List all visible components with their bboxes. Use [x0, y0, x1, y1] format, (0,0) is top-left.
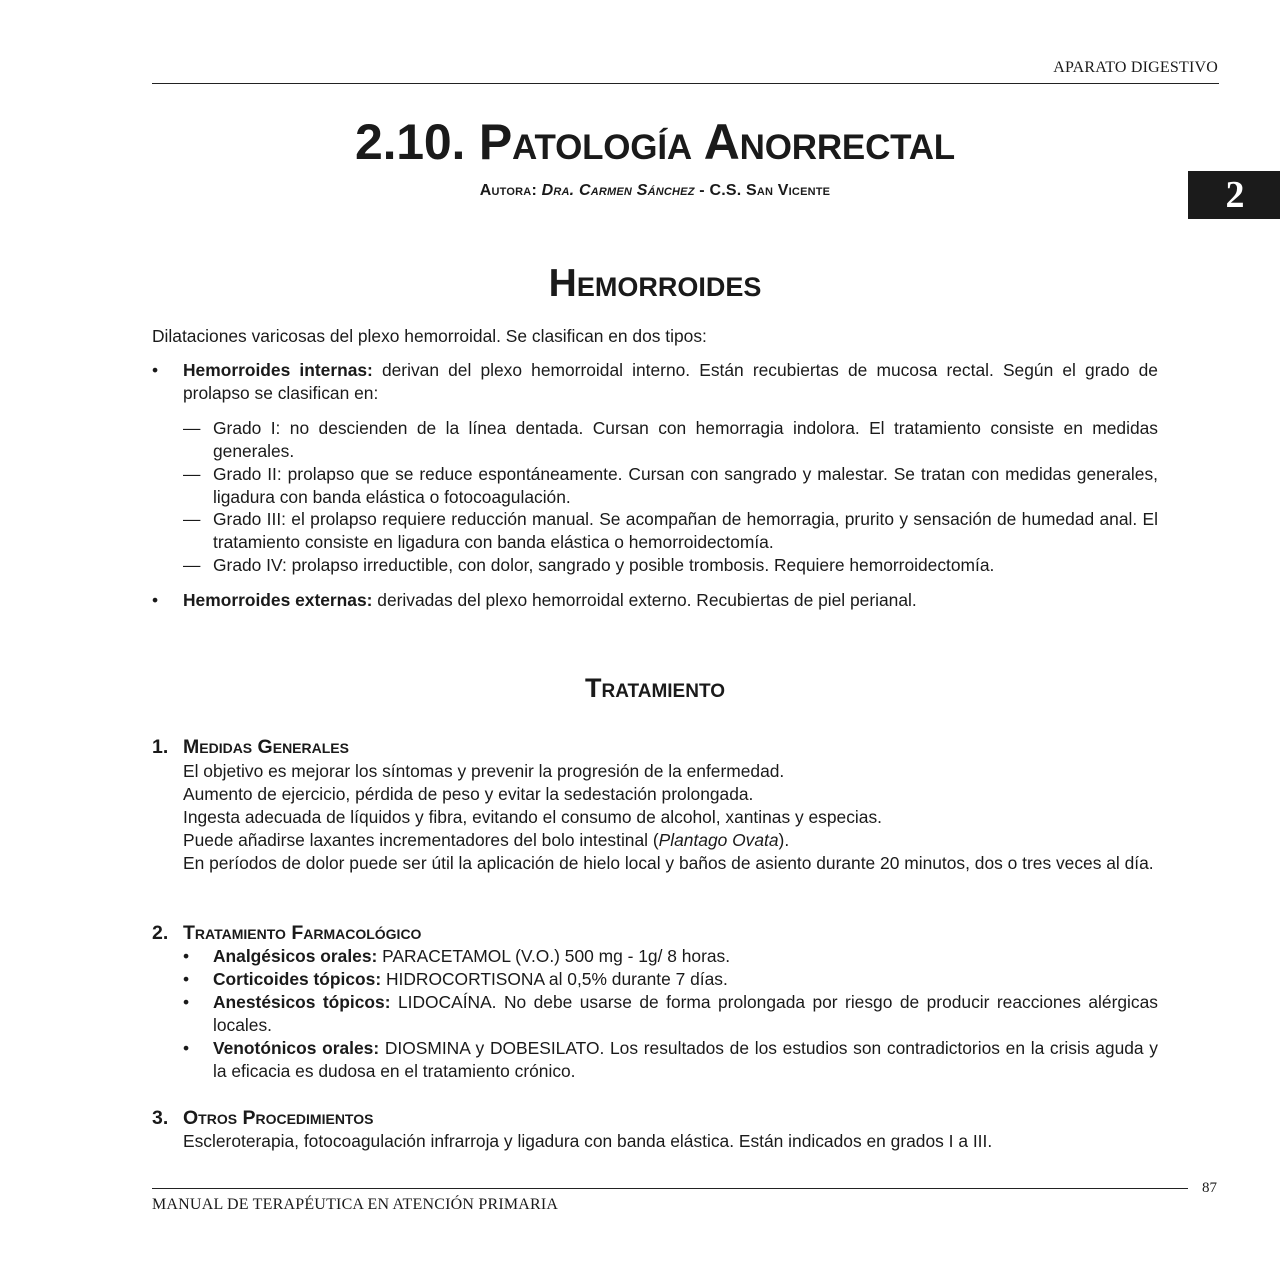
author-name: Dra. Carmen Sánchez — [541, 182, 695, 199]
bullet-marker: • — [183, 969, 190, 989]
farmaco-text: DIOSMINA y DOBESILATO. Los resultados de los estudios son contradictorios en la crisis aguda y la eficacia es dudosa en el tratamiento crónico. — [213, 1038, 1158, 1081]
farmaco-text: HIDROCORTISONA al 0,5% durante 7 días. — [381, 969, 728, 989]
laxantes-after: ). — [778, 830, 790, 850]
author-line — [0, 182, 1280, 200]
internas-text: derivan del plexo hemorroidal interno. Están recubiertas de mucosa rectal. Según el grado de prolapso se clasifican en: — [183, 360, 1158, 403]
section-body-otros: Escleroterapia, fotocoagulación infrarroja y ligadura con banda elástica. Están indicados en grados I a III. — [183, 1131, 993, 1151]
externas-text: derivadas del plexo hemorroidal externo. Recubiertas de piel perianal. — [372, 590, 917, 610]
dash-marker: — — [183, 509, 201, 529]
medidas-line: En períodos de dolor puede ser útil la aplicación de hielo local y baños de asiento durante 20 minutos, dos o tres veces al día. — [183, 853, 1154, 873]
farmaco-text: PARACETAMOL (V.O.) 500 mg - 1g/ 8 horas. — [377, 946, 731, 966]
farmaco-label: Venotónicos orales: — [213, 1038, 380, 1058]
list-item-internas — [183, 359, 1158, 405]
bullet-marker: • — [183, 992, 190, 1012]
intro-paragraph: Dilataciones varicosas del plexo hemorroidal. Se clasifican en dos tipos: — [152, 326, 707, 346]
laxantes-before: Puede añadirse laxantes incrementadores del bolo intestinal ( — [183, 830, 659, 850]
farmaco-label: Anestésicos tópicos: — [213, 992, 391, 1012]
farmaco-text: LIDOCAÍNA. No debe usarse de forma prolongada por riesgo de producir reacciones alérgicas locales. — [213, 992, 1158, 1035]
title-block — [0, 110, 1280, 200]
top-rule — [152, 83, 1219, 84]
section-number: 2. — [152, 922, 169, 944]
grado-item: Grado II: prolapso que se reduce espontáneamente. Cursan con sangrado y malestar. Se tratan con medidas generales, ligadura con banda elástica o fotocoagulación. — [213, 464, 1158, 507]
running-head: APARATO DIGESTIVO — [1053, 59, 1218, 76]
farmaco-item — [213, 991, 1158, 1037]
externas-label: Hemorroides externas: — [183, 590, 373, 610]
heading-hemorroides: Hemorroides — [548, 262, 762, 305]
section-body-medidas — [183, 760, 1158, 875]
medidas-line: Aumento de ejercicio, pérdida de peso y evitar la sedestación prolongada. — [183, 784, 754, 804]
bullet-marker: • — [183, 1038, 190, 1058]
grado-item: Grado I: no descienden de la línea dentada. Cursan con hemorragia indolora. El tratamiento consiste en medidas generales. — [213, 418, 1158, 461]
heading-tratamiento: Tratamiento — [585, 673, 725, 703]
section-title-farmacologico: Tratamiento Farmacológico — [183, 922, 422, 944]
bullet-marker: • — [152, 590, 159, 610]
section-title-otros: Otros Procedimientos — [183, 1107, 374, 1129]
page-number: 87 — [1202, 1180, 1217, 1196]
bullet-marker: • — [152, 360, 159, 380]
section-title-medidas: Medidas Generales — [183, 736, 349, 758]
author-center: - C.S. San Vicente — [699, 182, 831, 199]
laxantes-italic: Plantago Ovata — [658, 830, 779, 850]
farmaco-label: Corticoides tópicos: — [213, 969, 382, 989]
farmaco-item — [213, 945, 1158, 968]
dash-marker: — — [183, 464, 201, 484]
section-number: 1. — [152, 736, 169, 758]
footer-manual-title: MANUAL DE TERAPÉUTICA EN ATENCIÓN PRIMARIA — [152, 1196, 559, 1213]
section-number: 3. — [152, 1107, 169, 1129]
dash-marker: — — [183, 418, 201, 438]
farmaco-label: Analgésicos orales: — [213, 946, 378, 966]
bullet-marker: • — [183, 946, 190, 966]
chapter-tab: 2 — [1188, 171, 1280, 219]
list-item-externas — [183, 589, 1158, 612]
grado-item: Grado IV: prolapso irreductible, con dolor, sangrado y posible trombosis. Requiere hemorroidectomía. — [213, 555, 995, 575]
bottom-rule — [152, 1188, 1188, 1189]
author-label: Autora: — [479, 182, 537, 199]
medidas-line: El objetivo es mejorar los síntomas y prevenir la progresión de la enfermedad. — [183, 761, 785, 781]
grado-item: Grado III: el prolapso requiere reducción manual. Se acompañan de hemorragia, prurito y sensación de humedad anal. El tratamiento consiste en ligadura con banda elástica o hemorroidectomía. — [213, 509, 1158, 552]
internas-label: Hemorroides internas: — [183, 360, 373, 380]
farmaco-item — [213, 968, 1158, 991]
farmaco-item — [213, 1037, 1158, 1083]
page-title: 2.10. Patología Anorrectal — [355, 114, 955, 170]
medidas-line-laxantes — [183, 829, 1158, 852]
medidas-line: Ingesta adecuada de líquidos y fibra, evitando el consumo de alcohol, xantinas y especias. — [183, 807, 882, 827]
dash-marker: — — [183, 555, 201, 575]
